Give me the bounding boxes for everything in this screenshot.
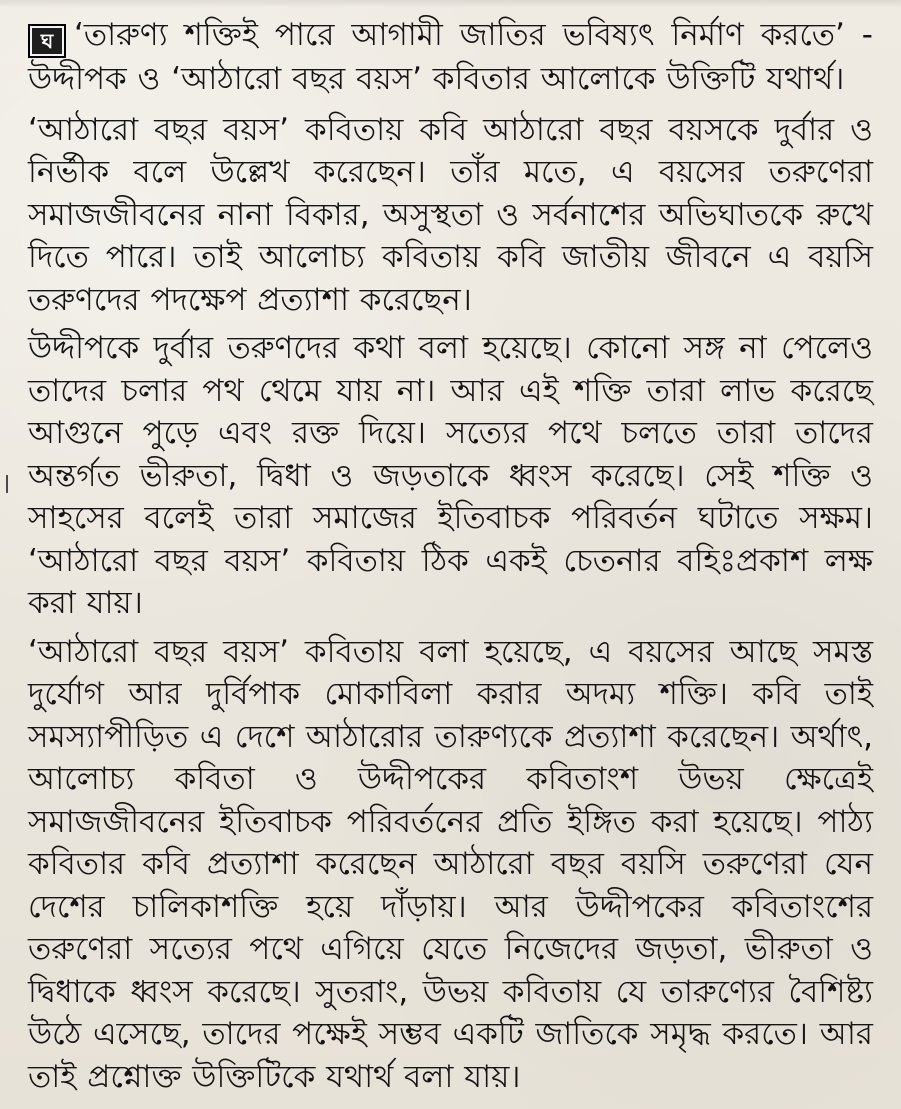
answer-paragraph-1: ‘আঠারো বছর বয়স’ কবিতায় কবি আঠারো বছর বয়সকে দুর্বার ও নির্ভীক বলে উল্লেখ করেছেন। তাঁর মতে, এ বয়সের তরুণেরা সমাজজীবনের নানা বিকার, অসুস্থতা ও সর্বনাশের অভিঘাতকে রুখে দিতে পারে। তাই আলোচ্য কবিতায় কবি জাতীয় জীবনে এ বয়সি তরুণদের পদক্ষেপ প্রত্যাশা করেছেন। xyxy=(28,111,873,318)
answer-paragraph-3: ‘আঠারো বছর বয়স’ কবিতায় বলা হয়েছে, এ বয়সের আছে সমস্ত দুর্যোগ আর দুর্বিপাক মোকাবিলা করার অদম্য শক্তি। কবি তাই সমস্যাপীড়িত এ দেশে আঠারোর তারুণ্যকে প্রত্যাশা করেছেন। অর্থাৎ, আলোচ্য কবিতা ও উদ্দীপকের কবিতাংশ উভয় ক্ষেত্রেই সমাজজীবনের ইতিবাচক পরিবর্তনের প্রতি ইঙ্গিত করা হয়েছে। পাঠ্য কবিতার কবি প্রত্যাশা করেছেন আঠারো বছর বয়সি তরুণেরা যেন দেশের চালিকাশক্তি হয়ে দাঁড়ায়। আর উদ্দীপকের কবিতাংশের তরুণেরা সত্যের পথে এগিয়ে যেতে নিজেদের জড়তা, ভীরুতা ও দ্বিধাকে ধ্বংস করেছে। সুতরাং, উভয় কবিতায় যে তারুণ্যের বৈশিষ্ট্য উঠে এসেছে, তাদের পক্ষেই সম্ভব একটি জাতিকে সমৃদ্ধ করতে। আর তাই প্রশ্নোক্ত উক্তিটিকে যথার্থ বলা যায়। xyxy=(28,633,873,1095)
page-top-edge xyxy=(0,0,901,8)
left-margin-mark xyxy=(0,475,8,493)
question-marker-badge: ঘ xyxy=(28,24,66,58)
question-text: ‘তারুণ্য শক্তিই পারে আগামী জাতির ভবিষ্যৎ নির্মাণ করতে’ - উদ্দীপক ও ‘আঠারো বছর বয়স’ কবিতার আলোকে উক্তিটি যথার্থ। xyxy=(28,17,873,97)
answer-paragraph-2: উদ্দীপকে দুর্বার তরুণদের কথা বলা হয়েছে। কোনো সঙ্গ না পেলেও তাদের চলার পথ থেমে যায় না। আর এই শক্তি তারা লাভ করেছে আগুনে পুড়ে এবং রক্ত দিয়ে। সত্যের পথে চলতে তারা তাদের অন্তর্গত ভীরুতা, দ্বিধা ও জড়তাকে ধ্বংস করেছে। সেই শক্তি ও সাহসের বলেই তারা সমাজের ইতিবাচক পরিবর্তন ঘটাতে সক্ষম। ‘আঠারো বছর বয়স’ কবিতায় ঠিক একই চেতনার বহিঃপ্রকাশ লক্ষ করা যায়। xyxy=(28,330,873,621)
question-paragraph xyxy=(28,14,873,101)
